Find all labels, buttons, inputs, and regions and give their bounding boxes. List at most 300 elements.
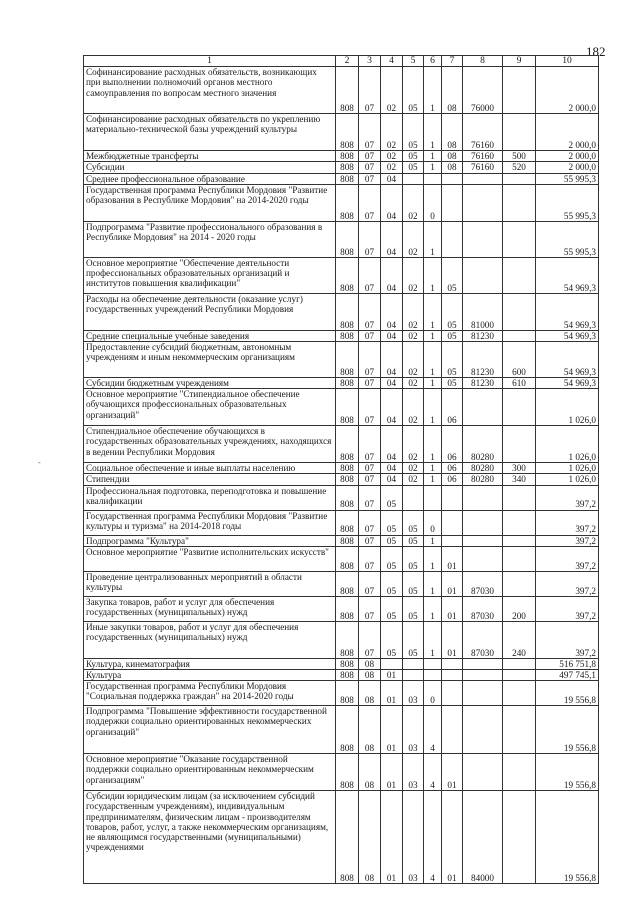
- division-code: 07: [359, 571, 381, 596]
- row-name: Стипендиальное обеспечение обучающихся в государственных образовательных учреждениях, находящихся в ведении Республики Мордовия: [84, 426, 336, 463]
- section-code: 808: [336, 791, 359, 884]
- subdivision-code: 05: [381, 596, 403, 621]
- expense-type-code: 520: [503, 162, 536, 173]
- expense-type-code: [503, 546, 536, 571]
- section-code: 808: [336, 221, 359, 257]
- amount: 19 556,8: [536, 681, 599, 706]
- event-code: [442, 681, 463, 706]
- division-code: 08: [359, 706, 381, 754]
- division-code: 08: [359, 754, 381, 791]
- section-code: 808: [336, 463, 359, 474]
- section-code: 808: [336, 510, 359, 535]
- program-code: 02: [403, 221, 424, 257]
- direction-code: 81230: [463, 378, 503, 389]
- column-header: 1: [84, 56, 336, 67]
- division-code: 07: [359, 221, 381, 257]
- direction-code: 80280: [463, 463, 503, 474]
- division-code: 07: [359, 114, 381, 151]
- row-name: Стипендии: [84, 474, 336, 485]
- column-header: 5: [403, 56, 424, 67]
- subdivision-code: 04: [381, 330, 403, 341]
- direction-code: 81230: [463, 330, 503, 341]
- event-code: 05: [442, 257, 463, 293]
- section-code: 808: [336, 67, 359, 114]
- expense-type-code: [503, 330, 536, 341]
- subprogram-code: 1: [424, 221, 442, 257]
- direction-code: [463, 184, 503, 221]
- subprogram-code: 1: [424, 474, 442, 485]
- program-code: 03: [403, 681, 424, 706]
- amount: 19 556,8: [536, 754, 599, 791]
- event-code: [442, 173, 463, 184]
- division-code: 07: [359, 67, 381, 114]
- section-code: 808: [336, 162, 359, 173]
- row-name: Подпрограмма "Повышение эффективности государственной поддержки социально ориентированных некоммерческих организаций": [84, 706, 336, 754]
- event-code: 08: [442, 151, 463, 162]
- section-code: 808: [336, 535, 359, 546]
- direction-code: [463, 670, 503, 681]
- event-code: [442, 485, 463, 510]
- amount: 397,2: [536, 571, 599, 596]
- division-code: 07: [359, 162, 381, 173]
- row-name: Государственная программа Республики Мордовия "Развитие культуры и туризма" на 2014-2018 годы: [84, 510, 336, 535]
- row-name: Государственная программа Республики Мордовия "Социальная поддержка граждан" на 2014-2020 годы: [84, 681, 336, 706]
- program-code: 05: [403, 571, 424, 596]
- direction-code: [463, 658, 503, 669]
- subdivision-code: 04: [381, 474, 403, 485]
- expense-type-code: [503, 67, 536, 114]
- section-code: 808: [336, 151, 359, 162]
- direction-code: [463, 221, 503, 257]
- subdivision-code: 01: [381, 681, 403, 706]
- table-row: [84, 378, 599, 389]
- subdivision-code: 01: [381, 754, 403, 791]
- subprogram-code: 1: [424, 257, 442, 293]
- subdivision-code: [381, 658, 403, 669]
- program-code: 02: [403, 257, 424, 293]
- amount: 54 969,3: [536, 342, 599, 378]
- event-code: 01: [442, 546, 463, 571]
- subdivision-code: 05: [381, 546, 403, 571]
- subdivision-code: 04: [381, 342, 403, 378]
- event-code: [442, 670, 463, 681]
- section-code: 808: [336, 596, 359, 621]
- division-code: 07: [359, 378, 381, 389]
- direction-code: [463, 510, 503, 535]
- column-header: 3: [359, 56, 381, 67]
- table-row: [84, 658, 599, 669]
- table-row: [84, 621, 599, 658]
- row-name: Среднее профессиональное образование: [84, 173, 336, 184]
- event-code: [442, 510, 463, 535]
- amount: 397,2: [536, 621, 599, 658]
- program-code: 05: [403, 596, 424, 621]
- table-row: [84, 546, 599, 571]
- amount: 397,2: [536, 485, 599, 510]
- subprogram-code: 0: [424, 510, 442, 535]
- program-code: 05: [403, 114, 424, 151]
- subdivision-code: 05: [381, 621, 403, 658]
- event-code: 05: [442, 293, 463, 330]
- event-code: 01: [442, 596, 463, 621]
- direction-code: [463, 535, 503, 546]
- program-code: 03: [403, 754, 424, 791]
- event-code: 08: [442, 162, 463, 173]
- division-code: 07: [359, 510, 381, 535]
- division-code: 07: [359, 330, 381, 341]
- column-header: 8: [463, 56, 503, 67]
- section-code: 808: [336, 426, 359, 463]
- division-code: 07: [359, 463, 381, 474]
- program-code: 03: [403, 791, 424, 884]
- subdivision-code: 01: [381, 670, 403, 681]
- expense-type-code: [503, 670, 536, 681]
- division-code: 08: [359, 670, 381, 681]
- program-code: 05: [403, 67, 424, 114]
- division-code: 07: [359, 535, 381, 546]
- program-code: 02: [403, 426, 424, 463]
- program-code: 02: [403, 474, 424, 485]
- program-code: 02: [403, 389, 424, 426]
- row-name: Государственная программа Республики Мордовия "Развитие образования в Республике Мордовия" на 2014-2020 годы: [84, 184, 336, 221]
- division-code: 07: [359, 173, 381, 184]
- subdivision-code: 04: [381, 221, 403, 257]
- subdivision-code: 04: [381, 378, 403, 389]
- margin-mark: -: [38, 458, 41, 467]
- section-code: 808: [336, 706, 359, 754]
- section-code: 808: [336, 546, 359, 571]
- direction-code: [463, 485, 503, 510]
- program-code: [403, 670, 424, 681]
- row-name: Субсидии юридическим лицам (за исключением субсидий государственным учреждениям), индивидуальным предпринимателям, физическим лицам - производителям товаров, работ, услуг, а также некоммерческим организациям, не являющимся государственными (муниципальными) учреждениями: [84, 791, 336, 884]
- expense-type-code: 600: [503, 342, 536, 378]
- expense-type-code: 240: [503, 621, 536, 658]
- division-code: 08: [359, 681, 381, 706]
- subprogram-code: 1: [424, 621, 442, 658]
- expense-type-code: [503, 754, 536, 791]
- division-code: 07: [359, 184, 381, 221]
- event-code: 08: [442, 67, 463, 114]
- program-code: 02: [403, 342, 424, 378]
- table-row: [84, 67, 599, 114]
- table-row: [84, 571, 599, 596]
- section-code: 808: [336, 485, 359, 510]
- program-code: 05: [403, 621, 424, 658]
- subprogram-code: 1: [424, 67, 442, 114]
- expense-type-code: [503, 173, 536, 184]
- program-code: 05: [403, 510, 424, 535]
- table-row: [84, 791, 599, 884]
- subdivision-code: 01: [381, 706, 403, 754]
- expense-type-code: [503, 114, 536, 151]
- division-code: 08: [359, 791, 381, 884]
- column-header: 7: [442, 56, 463, 67]
- program-code: 02: [403, 293, 424, 330]
- program-code: 03: [403, 706, 424, 754]
- event-code: 01: [442, 621, 463, 658]
- direction-code: 76160: [463, 162, 503, 173]
- direction-code: [463, 389, 503, 426]
- row-name: Предоставление субсидий бюджетным, автономным учреждениям и иным некоммерческим организациям: [84, 342, 336, 378]
- division-code: 07: [359, 426, 381, 463]
- subprogram-code: 1: [424, 389, 442, 426]
- direction-code: 81230: [463, 342, 503, 378]
- event-code: 05: [442, 378, 463, 389]
- subprogram-code: [424, 658, 442, 669]
- expense-type-code: [503, 485, 536, 510]
- direction-code: 76160: [463, 151, 503, 162]
- direction-code: [463, 754, 503, 791]
- event-code: 06: [442, 389, 463, 426]
- division-code: 08: [359, 658, 381, 669]
- direction-code: 87030: [463, 596, 503, 621]
- table-row: [84, 535, 599, 546]
- division-code: 07: [359, 151, 381, 162]
- expense-type-code: 500: [503, 151, 536, 162]
- direction-code: 76160: [463, 114, 503, 151]
- expense-type-code: [503, 389, 536, 426]
- amount: 1 026,0: [536, 463, 599, 474]
- program-code: 05: [403, 535, 424, 546]
- subprogram-code: 1: [424, 378, 442, 389]
- amount: 1 026,0: [536, 474, 599, 485]
- expense-type-code: 340: [503, 474, 536, 485]
- amount: 55 995,3: [536, 173, 599, 184]
- program-code: 02: [403, 330, 424, 341]
- column-header: 9: [503, 56, 536, 67]
- row-name: Основное мероприятие "Обеспечение деятельности профессиональных образовательных организаций и институтов повышения квалификации": [84, 257, 336, 293]
- program-code: [403, 658, 424, 669]
- subdivision-code: 05: [381, 510, 403, 535]
- event-code: 01: [442, 791, 463, 884]
- subprogram-code: [424, 485, 442, 510]
- section-code: 808: [336, 754, 359, 791]
- subprogram-code: 4: [424, 754, 442, 791]
- subdivision-code: 02: [381, 151, 403, 162]
- subprogram-code: 1: [424, 114, 442, 151]
- subprogram-code: 1: [424, 546, 442, 571]
- section-code: 808: [336, 621, 359, 658]
- expense-type-code: [503, 535, 536, 546]
- event-code: [442, 658, 463, 669]
- subdivision-code: 04: [381, 389, 403, 426]
- row-name: Софинансирование расходных обязательств, возникающих при выполнении полномочий органов местного самоуправления по вопросам местного значения: [84, 67, 336, 114]
- section-code: 808: [336, 658, 359, 669]
- direction-code: [463, 257, 503, 293]
- table-row: [84, 257, 599, 293]
- subdivision-code: 05: [381, 485, 403, 510]
- event-code: 08: [442, 114, 463, 151]
- table-row: [84, 293, 599, 330]
- subprogram-code: 1: [424, 162, 442, 173]
- page-number: 182: [586, 44, 606, 59]
- row-name: Основное мероприятие "Стипендиальное обеспечение обучающихся профессиональных образовательных организаций": [84, 389, 336, 426]
- table-row: [84, 330, 599, 341]
- row-name: Субсидии бюджетным учреждениям: [84, 378, 336, 389]
- column-header: 4: [381, 56, 403, 67]
- row-name: Подпрограмма "Развитие профессионального образования в Республике Мордовия" на 2014 - 2020 годы: [84, 221, 336, 257]
- amount: 397,2: [536, 596, 599, 621]
- subprogram-code: 0: [424, 184, 442, 221]
- division-code: 07: [359, 293, 381, 330]
- subdivision-code: 02: [381, 114, 403, 151]
- expense-type-code: [503, 221, 536, 257]
- subdivision-code: 04: [381, 463, 403, 474]
- row-name: Основное мероприятие "Развитие исполнительских искусств": [84, 546, 336, 571]
- section-code: 808: [336, 173, 359, 184]
- column-header: 10: [536, 56, 599, 67]
- expense-type-code: [503, 510, 536, 535]
- table-row: [84, 706, 599, 754]
- section-code: 808: [336, 293, 359, 330]
- row-name: Социальное обеспечение и иные выплаты населению: [84, 463, 336, 474]
- event-code: [442, 535, 463, 546]
- row-name: Иные закупки товаров, работ и услуг для обеспечения государственных (муниципальных) нужд: [84, 621, 336, 658]
- program-code: [403, 485, 424, 510]
- amount: 2 000,0: [536, 162, 599, 173]
- amount: 55 995,3: [536, 184, 599, 221]
- program-code: 02: [403, 378, 424, 389]
- budget-table: [83, 55, 599, 884]
- amount: 1 026,0: [536, 389, 599, 426]
- column-header: 6: [424, 56, 442, 67]
- event-code: [442, 221, 463, 257]
- direction-code: [463, 173, 503, 184]
- subdivision-code: 02: [381, 162, 403, 173]
- row-name: Основное мероприятие "Оказание государственной поддержки социально ориентированным некоммерческим организациям": [84, 754, 336, 791]
- expense-type-code: 300: [503, 463, 536, 474]
- row-name: Софинансирование расходных обязательств по укреплению материально-технической базы учреждений культуры: [84, 114, 336, 151]
- subprogram-code: 1: [424, 535, 442, 546]
- table-row: [84, 173, 599, 184]
- subprogram-code: 0: [424, 681, 442, 706]
- subprogram-code: [424, 670, 442, 681]
- table-row: [84, 114, 599, 151]
- section-code: 808: [336, 681, 359, 706]
- direction-code: 80280: [463, 474, 503, 485]
- subdivision-code: 04: [381, 293, 403, 330]
- expense-type-code: [503, 426, 536, 463]
- subprogram-code: 1: [424, 330, 442, 341]
- table-row: [84, 342, 599, 378]
- row-name: Закупка товаров, работ и услуг для обеспечения государственных (муниципальных) нужд: [84, 596, 336, 621]
- amount: 19 556,8: [536, 791, 599, 884]
- subprogram-code: 1: [424, 596, 442, 621]
- subprogram-code: 1: [424, 342, 442, 378]
- amount: 397,2: [536, 535, 599, 546]
- event-code: 06: [442, 463, 463, 474]
- subprogram-code: 4: [424, 706, 442, 754]
- program-code: [403, 173, 424, 184]
- row-name: Средние специальные учебные заведения: [84, 330, 336, 341]
- division-code: 07: [359, 596, 381, 621]
- amount: 397,2: [536, 546, 599, 571]
- row-name: Подпрограмма "Культура": [84, 535, 336, 546]
- event-code: 01: [442, 754, 463, 791]
- program-code: 05: [403, 546, 424, 571]
- amount: 19 556,8: [536, 706, 599, 754]
- event-code: 06: [442, 474, 463, 485]
- expense-type-code: 610: [503, 378, 536, 389]
- row-name: Культура, кинематография: [84, 658, 336, 669]
- table-row: [84, 596, 599, 621]
- program-code: 02: [403, 184, 424, 221]
- event-code: 05: [442, 342, 463, 378]
- subprogram-code: 4: [424, 791, 442, 884]
- table-row: [84, 151, 599, 162]
- expense-type-code: [503, 706, 536, 754]
- expense-type-code: [503, 571, 536, 596]
- division-code: 07: [359, 342, 381, 378]
- subprogram-code: 1: [424, 293, 442, 330]
- table-header-row: [84, 56, 599, 67]
- table-row: [84, 474, 599, 485]
- table-row: [84, 681, 599, 706]
- section-code: 808: [336, 474, 359, 485]
- amount: 54 969,3: [536, 378, 599, 389]
- direction-code: 84000: [463, 791, 503, 884]
- row-name: Проведение централизованных мероприятий в области культуры: [84, 571, 336, 596]
- event-code: [442, 184, 463, 221]
- subdivision-code: 04: [381, 426, 403, 463]
- table-row: [84, 485, 599, 510]
- division-code: 07: [359, 485, 381, 510]
- row-name: Межбюджетные трансферты: [84, 151, 336, 162]
- subdivision-code: 04: [381, 184, 403, 221]
- expense-type-code: [503, 184, 536, 221]
- division-code: 07: [359, 389, 381, 426]
- direction-code: 87030: [463, 621, 503, 658]
- program-code: 02: [403, 463, 424, 474]
- table-row: [84, 162, 599, 173]
- subprogram-code: 1: [424, 571, 442, 596]
- amount: 516 751,8: [536, 658, 599, 669]
- amount: 497 745,1: [536, 670, 599, 681]
- division-code: 07: [359, 621, 381, 658]
- event-code: 06: [442, 426, 463, 463]
- amount: 2 000,0: [536, 67, 599, 114]
- program-code: 05: [403, 151, 424, 162]
- amount: 2 000,0: [536, 114, 599, 151]
- subprogram-code: 1: [424, 151, 442, 162]
- amount: 397,2: [536, 510, 599, 535]
- division-code: 07: [359, 257, 381, 293]
- section-code: 808: [336, 571, 359, 596]
- event-code: 05: [442, 330, 463, 341]
- subdivision-code: 04: [381, 173, 403, 184]
- amount: 1 026,0: [536, 426, 599, 463]
- section-code: 808: [336, 330, 359, 341]
- row-name: Расходы на обеспечение деятельности (оказание услуг) государственных учреждений Республики Мордовия: [84, 293, 336, 330]
- section-code: 808: [336, 389, 359, 426]
- event-code: 01: [442, 571, 463, 596]
- section-code: 808: [336, 257, 359, 293]
- subprogram-code: 1: [424, 463, 442, 474]
- row-name: Субсидии: [84, 162, 336, 173]
- division-code: 07: [359, 546, 381, 571]
- section-code: 808: [336, 184, 359, 221]
- direction-code: [463, 706, 503, 754]
- division-code: 07: [359, 474, 381, 485]
- amount: 55 995,3: [536, 221, 599, 257]
- expense-type-code: [503, 681, 536, 706]
- table-row: [84, 184, 599, 221]
- subdivision-code: 05: [381, 535, 403, 546]
- column-header: 2: [336, 56, 359, 67]
- table-row: [84, 463, 599, 474]
- subprogram-code: [424, 173, 442, 184]
- expense-type-code: [503, 257, 536, 293]
